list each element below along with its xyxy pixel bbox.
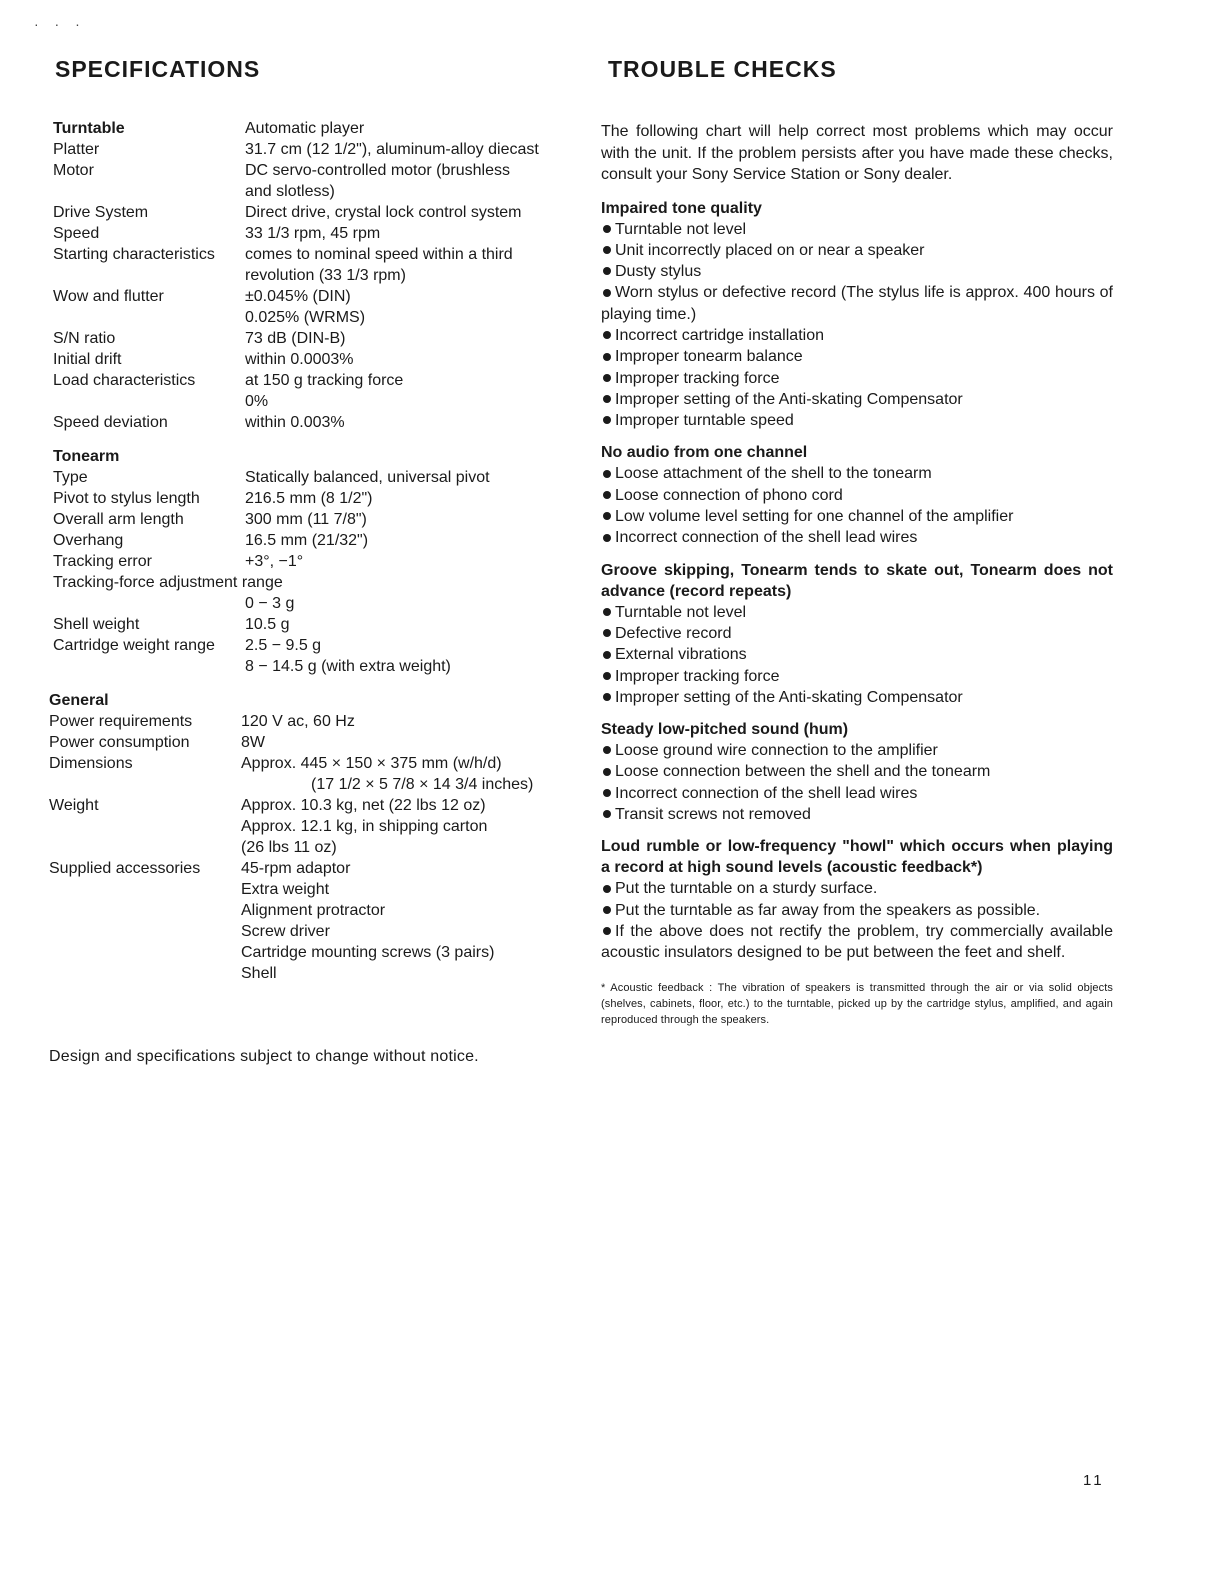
trouble-section — [601, 198, 1113, 432]
bullet-icon — [603, 491, 611, 499]
bullet-icon — [603, 746, 611, 754]
spec-values — [245, 467, 583, 488]
spec-label: Supplied accessories — [49, 860, 201, 877]
spec-row — [53, 509, 583, 530]
spec-values — [245, 530, 583, 551]
trouble-item-text: If the above does not rectify the problem, try commercially available acoustic insulators designed to be put between the feet and shelf. — [601, 922, 1113, 962]
spec-group-heading-row — [53, 118, 583, 139]
spec-value: (26 lbs 11 oz) — [241, 839, 337, 856]
spec-row — [53, 202, 583, 223]
spec-values — [245, 139, 583, 160]
trouble-list — [601, 602, 1113, 708]
spec-values — [245, 412, 583, 433]
trouble-item — [601, 325, 1113, 346]
spec-value: 31.7 cm (12 1/2"), aluminum-alloy diecast — [245, 141, 539, 158]
trouble-item-text: Worn stylus or defective record (The stylus life is approx. 400 hours of playing time.) — [601, 284, 1113, 323]
bullet-icon — [603, 374, 611, 382]
spec-group-general — [49, 690, 583, 984]
spec-value: 8W — [241, 734, 265, 751]
trouble-item — [601, 485, 1113, 506]
trouble-item — [601, 389, 1113, 410]
trouble-item — [601, 282, 1113, 325]
trouble-item — [601, 346, 1113, 367]
spec-label: S/N ratio — [53, 330, 116, 347]
trouble-item — [601, 219, 1113, 240]
spec-row — [53, 328, 583, 349]
bullet-icon — [603, 331, 611, 339]
spec-values — [245, 202, 583, 223]
spec-label: Dimensions — [49, 755, 133, 772]
spec-row — [53, 286, 583, 328]
spec-row — [53, 488, 583, 509]
trouble-item-text: Turntable not level — [615, 603, 747, 621]
trouble-heading: Loud rumble or low-frequency "howl" which occurs when playing a record at high sound levels (acoustic feedback*) — [601, 838, 1113, 877]
trouble-item-text: Unit incorrectly placed on or near a speaker — [615, 241, 925, 259]
bullet-icon — [603, 608, 611, 616]
spec-value: +3°, −1° — [245, 553, 304, 570]
trouble-item — [601, 261, 1113, 282]
spec-value: and slotless) — [245, 183, 335, 200]
trouble-item-text: Improper turntable speed — [615, 412, 794, 430]
bullet-icon — [603, 927, 611, 935]
specifications-title: SPECIFICATIONS — [55, 56, 261, 82]
trouble-item-text: Improper tonearm balance — [615, 348, 803, 366]
trouble-item-text: Loose ground wire connection to the amplifier — [615, 742, 938, 760]
trouble-item-text: Low volume level setting for one channel of the amplifier — [615, 508, 1014, 526]
trouble-item — [601, 761, 1113, 782]
spec-group-heading: Turntable — [53, 120, 125, 137]
trouble-item — [601, 666, 1113, 687]
spec-value: 216.5 mm (8 1/2") — [245, 490, 373, 507]
spec-row — [53, 467, 583, 488]
spec-values — [241, 753, 583, 795]
spec-value: Approx. 10.3 kg, net (22 lbs 12 oz) — [241, 797, 486, 814]
spec-label: Shell weight — [53, 616, 140, 633]
bullet-icon — [603, 225, 611, 233]
spec-value: within 0.003% — [245, 414, 345, 431]
bullet-icon — [603, 512, 611, 520]
spec-values — [241, 795, 583, 858]
spec-row — [49, 795, 583, 858]
spec-value: Automatic player — [245, 120, 365, 137]
spec-value: within 0.0003% — [245, 351, 354, 368]
spec-row — [49, 753, 583, 795]
trouble-item-text: Put the turntable on a sturdy surface. — [615, 880, 878, 898]
spec-value: Shell — [241, 965, 277, 982]
spec-group-heading: Tonearm — [53, 448, 120, 465]
spec-row — [53, 244, 583, 286]
scan-specks: · · · — [34, 16, 86, 32]
spec-value: 0 − 3 g — [245, 595, 295, 612]
trouble-item — [601, 368, 1113, 389]
trouble-item-text: Improper setting of the Anti-skating Compensator — [615, 688, 963, 706]
change-notice: Design and specifications subject to change without notice. — [49, 1048, 479, 1065]
spec-label: Weight — [49, 797, 99, 814]
spec-value: Approx. 12.1 kg, in shipping carton — [241, 818, 488, 835]
spec-value: Direct drive, crystal lock control system — [245, 204, 522, 221]
spec-value: 8 − 14.5 g (with extra weight) — [245, 658, 451, 675]
trouble-item — [601, 623, 1113, 644]
spec-row — [53, 551, 583, 572]
trouble-list — [601, 463, 1113, 548]
trouble-section — [601, 442, 1113, 548]
spec-values — [245, 370, 583, 412]
spec-label: Drive System — [53, 204, 149, 221]
trouble-section — [601, 836, 1113, 963]
acoustic-feedback-footnote: * Acoustic feedback : The vibration of speakers is transmitted through the air or via solid objects (shelves, cabinets, floor, etc.) to the turntable, picked up by the cartridge stylus, amplified, and again reproduced through the speakers. — [601, 981, 1113, 1026]
trouble-list — [601, 219, 1113, 432]
bullet-icon — [603, 289, 611, 297]
spec-row — [53, 223, 583, 244]
spec-row — [53, 349, 583, 370]
trouble-item — [601, 740, 1113, 761]
spec-label: Tracking error — [53, 553, 152, 570]
trouble-item-text: Loose connection of phono cord — [615, 486, 843, 504]
spec-values — [245, 223, 583, 244]
spec-value: at 150 g tracking force — [245, 372, 404, 389]
spec-label: Tracking-force adjustment range — [53, 574, 283, 591]
trouble-item — [601, 602, 1113, 623]
spec-label: Load characteristics — [53, 372, 196, 389]
spec-label: Wow and flutter — [53, 288, 164, 305]
bullet-icon — [603, 246, 611, 254]
spec-group-turntable — [53, 118, 583, 433]
bullet-icon — [603, 395, 611, 403]
spec-values — [245, 244, 583, 286]
trouble-heading: No audio from one channel — [601, 444, 808, 462]
spec-values — [245, 614, 583, 635]
bullet-icon — [603, 353, 611, 361]
spec-label: Platter — [53, 141, 100, 158]
spec-values — [245, 488, 583, 509]
trouble-checks-column — [601, 121, 1113, 1028]
trouble-item — [601, 687, 1113, 708]
spec-values — [241, 732, 583, 753]
bullet-icon — [603, 470, 611, 478]
spec-values — [241, 711, 583, 732]
trouble-intro: The following chart will help correct most problems which may occur with the unit. If the problem persists after you have made these checks, consult your Sony Service Station or Sony dealer. — [601, 123, 1113, 183]
spec-value: 33 1/3 rpm, 45 rpm — [245, 225, 381, 242]
spec-values — [245, 509, 583, 530]
spec-value: ±0.045% (DIN) — [245, 288, 351, 305]
spec-values — [245, 551, 583, 572]
trouble-checks-title: TROUBLE CHECKS — [608, 56, 837, 82]
trouble-item — [601, 878, 1113, 899]
trouble-list — [601, 740, 1113, 825]
trouble-item-text: Improper tracking force — [615, 369, 780, 387]
bullet-icon — [603, 693, 611, 701]
spec-value: Cartridge mounting screws (3 pairs) — [241, 944, 495, 961]
specifications-column — [49, 118, 583, 997]
bullet-icon — [603, 416, 611, 424]
trouble-item — [601, 783, 1113, 804]
spec-label: Overall arm length — [53, 511, 184, 528]
spec-value: 120 V ac, 60 Hz — [241, 713, 355, 730]
spec-value: comes to nominal speed within a third — [245, 246, 513, 263]
trouble-item — [601, 463, 1113, 484]
spec-value: revolution (33 1/3 rpm) — [245, 267, 406, 284]
bullet-icon — [603, 789, 611, 797]
spec-label: Power consumption — [49, 734, 190, 751]
bullet-icon — [603, 267, 611, 275]
bullet-icon — [603, 651, 611, 659]
bullet-icon — [603, 810, 611, 818]
trouble-item-text: Improper tracking force — [615, 667, 780, 685]
trouble-item-text: External vibrations — [615, 646, 747, 664]
trouble-item-text: Transit screws not removed — [615, 806, 811, 824]
spec-value: 73 dB (DIN-B) — [245, 330, 346, 347]
spec-label: Type — [53, 469, 88, 486]
spec-value: (17 1/2 × 5 7/8 × 14 3/4 inches) — [311, 776, 534, 793]
spec-value: Screw driver — [241, 923, 330, 940]
spec-row — [53, 530, 583, 551]
spec-label: Speed deviation — [53, 414, 168, 431]
spec-group-tonearm — [53, 446, 583, 677]
trouble-item-text: Improper setting of the Anti-skating Compensator — [615, 390, 963, 408]
bullet-icon — [603, 672, 611, 680]
spec-group-heading: General — [49, 692, 109, 709]
trouble-item — [601, 410, 1113, 431]
trouble-item-text: Loose attachment of the shell to the tonearm — [615, 465, 932, 483]
spec-values — [245, 349, 583, 370]
trouble-item — [601, 527, 1113, 548]
spec-value: 300 mm (11 7/8") — [245, 511, 367, 528]
bullet-icon — [603, 885, 611, 893]
spec-label: Overhang — [53, 532, 124, 549]
spec-value: Alignment protractor — [241, 902, 386, 919]
trouble-heading: Steady low-pitched sound (hum) — [601, 721, 849, 739]
spec-value: 45-rpm adaptor — [241, 860, 351, 877]
spec-label: Starting characteristics — [53, 246, 215, 263]
spec-value: Statically balanced, universal pivot — [245, 469, 490, 486]
trouble-section — [601, 560, 1113, 708]
spec-value: 16.5 mm (21/32") — [245, 532, 369, 549]
spec-values — [245, 635, 583, 677]
trouble-section — [601, 719, 1113, 825]
trouble-item-text: Defective record — [615, 624, 732, 642]
spec-value: 0% — [245, 393, 269, 410]
spec-row — [49, 732, 583, 753]
bullet-icon — [603, 906, 611, 914]
spec-row — [49, 711, 583, 732]
spec-row — [53, 370, 583, 412]
page-number: 11 — [1083, 1472, 1105, 1489]
trouble-heading: Impaired tone quality — [601, 199, 762, 217]
spec-row — [53, 160, 583, 202]
spec-value: Extra weight — [241, 881, 330, 898]
bullet-icon — [603, 629, 611, 637]
spec-values — [245, 160, 583, 202]
trouble-item — [601, 804, 1113, 825]
spec-value: 0.025% (WRMS) — [245, 309, 366, 326]
bullet-icon — [603, 768, 611, 776]
spec-row — [53, 635, 583, 677]
spec-row — [49, 858, 583, 984]
spec-label: Cartridge weight range — [53, 637, 215, 654]
trouble-list — [601, 878, 1113, 963]
spec-label: Initial drift — [53, 351, 122, 368]
trouble-item — [601, 644, 1113, 665]
bullet-icon — [603, 534, 611, 542]
trouble-item-text: Dusty stylus — [615, 263, 702, 281]
spec-row — [53, 614, 583, 635]
trouble-item — [601, 900, 1113, 921]
trouble-item — [601, 921, 1113, 964]
trouble-item-text: Incorrect connection of the shell lead wires — [615, 784, 918, 802]
trouble-heading: Groove skipping, Tonearm tends to skate out, Tonearm does not advance (record repeats) — [601, 561, 1113, 600]
spec-value: DC servo-controlled motor (brushless — [245, 162, 510, 179]
spec-value: 10.5 g — [245, 616, 290, 633]
trouble-item-text: Incorrect cartridge installation — [615, 326, 824, 344]
spec-row — [53, 139, 583, 160]
spec-label: Pivot to stylus length — [53, 490, 200, 507]
spec-label: Power requirements — [49, 713, 193, 730]
spec-row — [53, 412, 583, 433]
trouble-item-text: Loose connection between the shell and the tonearm — [615, 763, 991, 781]
trouble-item — [601, 240, 1113, 261]
spec-values — [245, 286, 583, 328]
spec-value: 2.5 − 9.5 g — [245, 637, 322, 654]
spec-label: Motor — [53, 162, 94, 179]
trouble-item-text: Turntable not level — [615, 220, 747, 238]
spec-values — [241, 858, 583, 984]
spec-values — [245, 328, 583, 349]
spec-value: Approx. 445 × 150 × 375 mm (w/h/d) — [241, 755, 502, 772]
spec-label: Speed — [53, 225, 100, 242]
trouble-item — [601, 506, 1113, 527]
trouble-item-text: Incorrect connection of the shell lead wires — [615, 529, 918, 547]
trouble-item-text: Put the turntable as far away from the speakers as possible. — [615, 901, 1041, 919]
